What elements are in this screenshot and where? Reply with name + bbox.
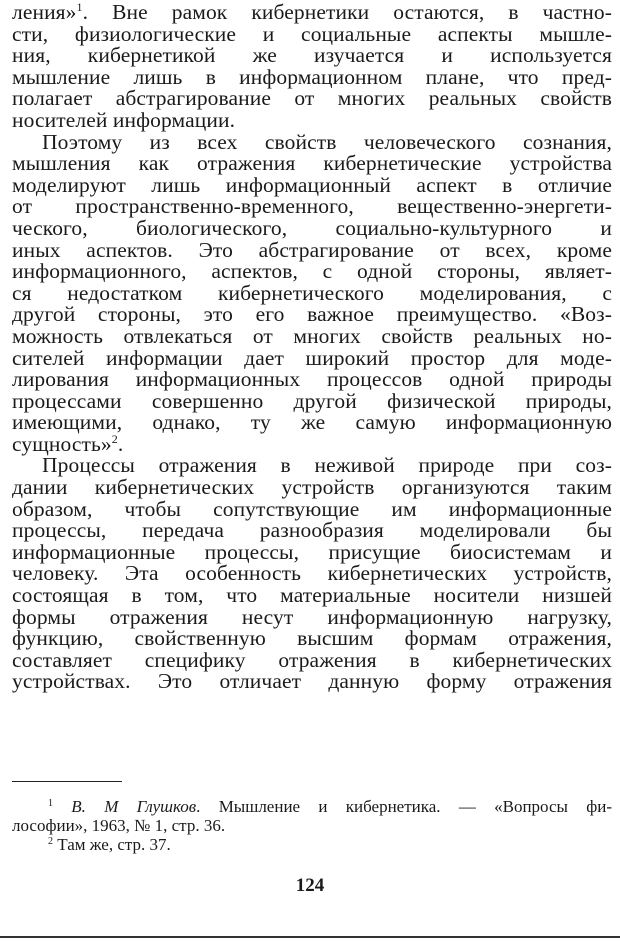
text-line: имеющими, однако, ту же самую информационную (12, 410, 612, 435)
text-line: другой стороны, это его важное преимущество. «Воз- (12, 302, 612, 327)
text-line: ния, кибернетикой же изучается и используется (12, 43, 612, 68)
footnote-marker: 2 (48, 836, 53, 847)
text-line: функцию, свойственную высшим формам отражения, (12, 626, 612, 651)
text-line: сителей информации дает широкий простор для моде- (12, 345, 612, 370)
text-line: ления»$^1$. Вне рамок кибернетики остаются, в частно- (12, 0, 612, 24)
text-line: человеку. Эта особенность кибернетических устройств, (12, 561, 612, 586)
footnote-1-continuation: лософии», 1963, № 1, стр. 36. (12, 816, 226, 835)
footnote-1: $^1$ В. М Глушков. Мышление и кибернетика. — «Вопросы фи- (48, 797, 612, 816)
text-line: сущность»$^2$. (12, 431, 124, 456)
text-line: от пространственно-временного, вещественно-энергети- (12, 194, 612, 219)
text-line: процессы, передача разнообразия моделировали бы (12, 518, 612, 543)
body-text (12, 2, 612, 693)
text-line: мышление лишь в информационном плане, что пред- (12, 64, 612, 89)
page-bottom-edge (0, 936, 620, 938)
text-line: мышления как отражения кибернетические устройства (12, 151, 612, 176)
page-number: 124 (295, 875, 325, 896)
text-line: формы отражения несут информационную нагрузку, (12, 604, 612, 629)
footnotes (12, 797, 612, 854)
text-line: полагает абстрагирование от многих реальных свойств (12, 86, 612, 111)
text-line: сти, физиологические и социальные аспекты мышле- (12, 21, 612, 46)
text-line: образом, чтобы сопутствующие им информационные (12, 496, 612, 521)
text-line: ческого, биологического, социально-культурного и (12, 215, 612, 240)
text-line: устройствах. Это отличает данную форму отражения (12, 669, 612, 694)
text-line: дании кибернетических устройств организуются таким (12, 475, 612, 500)
text-line: лирования информационных процессов одной природы (12, 367, 612, 392)
paragraph-start-line: Поэтому из всех свойств человеческого сознания, (42, 129, 612, 154)
text-line: можность отвлекаться от многих свойств реальных но- (12, 323, 612, 348)
footnote-marker[interactable]: 1 (76, 0, 83, 14)
text-line: процессами совершенно другой физической природы, (12, 388, 612, 413)
text-line: носителей информации. (12, 107, 236, 132)
paragraph-start-line: Процессы отражения в неживой природе при соз- (42, 453, 612, 478)
text-line: состоящая в том, что материальные носители низшей (12, 583, 612, 608)
text-line: составляет специфику отражения в кибернетических (12, 647, 612, 672)
footnote-divider (12, 781, 122, 782)
text-line: информационного, аспектов, с одной стороны, являет- (12, 259, 612, 284)
text-line: иных аспектов. Это абстрагирование от всех, кроме (12, 237, 612, 262)
footnote-marker: 1 (48, 798, 53, 809)
text-line: информационные процессы, присущие биосистемам и (12, 539, 612, 564)
text-line: моделируют лишь информационный аспект в отличие (12, 172, 612, 197)
footnote-marker[interactable]: 2 (111, 431, 118, 446)
text-line: ся недостатком кибернетического моделирования, с (12, 280, 612, 305)
footnote-2: $^2$ Там же, стр. 37. (48, 835, 171, 854)
footnote-author: В. М Глушков (71, 797, 197, 816)
